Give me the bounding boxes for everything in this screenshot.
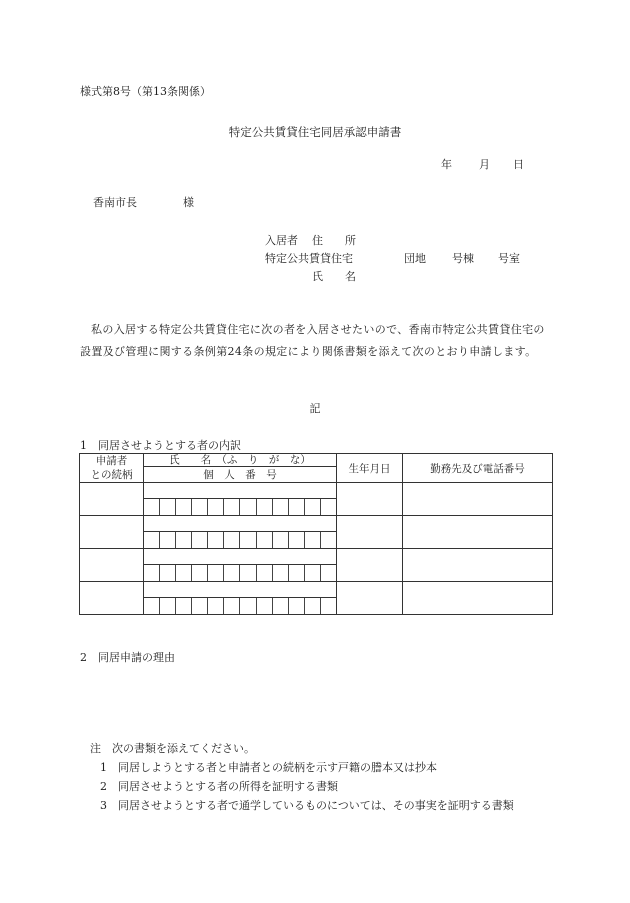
individual-number-header: 個 人 番 号 — [144, 467, 337, 483]
number-digit-box[interactable] — [208, 532, 224, 548]
section1-heading: 1 同居させようとする者の内訳 — [80, 439, 241, 452]
number-digit-box[interactable] — [224, 499, 240, 515]
number-digit-box[interactable] — [160, 598, 176, 614]
goushitsu-label: 号室 — [498, 252, 520, 265]
relation-header — [80, 454, 144, 483]
number-digit-box[interactable] — [208, 598, 224, 614]
number-digit-box[interactable] — [273, 598, 289, 614]
individual-number-cell — [144, 499, 337, 516]
number-digit-box[interactable] — [289, 598, 305, 614]
number-digit-box[interactable] — [289, 499, 305, 515]
number-digit-box[interactable] — [224, 565, 240, 581]
number-digit-box[interactable] — [192, 598, 208, 614]
number-digit-box[interactable] — [176, 532, 192, 548]
individual-number-cell — [144, 532, 337, 549]
number-digit-box[interactable] — [273, 499, 289, 515]
table-row — [80, 483, 553, 499]
birthdate-cell[interactable] — [337, 582, 403, 615]
applicant-label: 入居者 — [265, 234, 298, 247]
workplace-phone-cell[interactable] — [403, 582, 553, 615]
number-digit-box[interactable] — [273, 532, 289, 548]
document-title: 特定公共賃貸住宅同居承認申請書 — [228, 125, 402, 139]
birthdate-cell[interactable] — [337, 483, 403, 516]
number-digit-box[interactable] — [144, 598, 160, 614]
cohabitant-table — [79, 453, 553, 615]
number-digit-box[interactable] — [305, 565, 321, 581]
table-row — [80, 549, 553, 565]
number-digit-box[interactable] — [144, 565, 160, 581]
number-digit-box[interactable] — [208, 499, 224, 515]
relation-header-line1: 申請者 — [95, 455, 128, 467]
danchi-label: 団地 — [404, 252, 426, 265]
ki-marker: 記 — [309, 402, 321, 415]
number-digit-box[interactable] — [176, 565, 192, 581]
notes-heading: 注 次の書類を添えてください。 — [90, 742, 255, 755]
number-digit-box[interactable] — [257, 532, 273, 548]
individual-number-cell — [144, 598, 337, 615]
form-number: 様式第8号（第13条関係） — [80, 85, 211, 98]
name-furigana-cell[interactable] — [144, 483, 337, 499]
number-digit-box[interactable] — [176, 598, 192, 614]
number-digit-box[interactable] — [192, 565, 208, 581]
number-digit-box[interactable] — [305, 598, 321, 614]
number-digit-box[interactable] — [192, 499, 208, 515]
number-digit-box[interactable] — [257, 598, 273, 614]
number-digit-box[interactable] — [289, 565, 305, 581]
number-digit-box[interactable] — [305, 532, 321, 548]
number-digit-box[interactable] — [240, 499, 256, 515]
number-digit-box[interactable] — [160, 532, 176, 548]
workplace-phone-cell[interactable] — [403, 483, 553, 516]
birthdate-cell[interactable] — [337, 516, 403, 549]
addressee-name: 香南市長 — [93, 196, 137, 209]
name-label: 氏 名 — [312, 270, 356, 283]
note-item: 2 同居させようとする者の所得を証明する書類 — [100, 780, 338, 793]
number-digit-box[interactable] — [160, 499, 176, 515]
number-digit-box[interactable] — [160, 565, 176, 581]
workplace-phone-cell[interactable] — [403, 549, 553, 582]
number-digit-box[interactable] — [321, 565, 336, 581]
number-digit-box[interactable] — [321, 598, 336, 614]
relation-cell[interactable] — [80, 483, 144, 516]
housing-label: 特定公共賃貸住宅 — [265, 252, 353, 265]
relation-cell[interactable] — [80, 516, 144, 549]
name-header: 氏 名 （ふ り が な） — [144, 454, 337, 467]
number-digit-box[interactable] — [321, 499, 336, 515]
date-month-label: 月 — [479, 158, 490, 171]
relation-cell[interactable] — [80, 549, 144, 582]
number-digit-box[interactable] — [224, 598, 240, 614]
date-year-label: 年 — [441, 158, 452, 171]
addressee-honorific: 様 — [183, 196, 194, 209]
number-digit-box[interactable] — [144, 499, 160, 515]
relation-cell[interactable] — [80, 582, 144, 615]
section2-heading: 2 同居申請の理由 — [80, 651, 175, 664]
name-furigana-cell[interactable] — [144, 582, 337, 598]
number-digit-box[interactable] — [144, 532, 160, 548]
number-digit-box[interactable] — [273, 565, 289, 581]
name-furigana-cell[interactable] — [144, 549, 337, 565]
individual-number-cell — [144, 565, 337, 582]
number-digit-box[interactable] — [176, 499, 192, 515]
date-day-label: 日 — [513, 158, 524, 171]
relation-header-line2: との続柄 — [90, 469, 133, 481]
number-digit-box[interactable] — [240, 565, 256, 581]
application-paragraph: 私の入居する特定公共賃貸住宅に次の者を入居させたいので、香南市特定公共賃貸住宅の設置及び管理に関する条例第24条の規定により関係書類を添えて次のとおり申請します。 — [80, 323, 545, 358]
note-item: 3 同居させようとする者で通学しているものについては、その事実を証明する書類 — [100, 799, 514, 812]
workplace-phone-cell[interactable] — [403, 516, 553, 549]
table-row — [80, 582, 553, 598]
name-furigana-cell[interactable] — [144, 516, 337, 532]
number-digit-box[interactable] — [321, 532, 336, 548]
number-digit-box[interactable] — [257, 565, 273, 581]
table-row — [80, 516, 553, 532]
number-digit-box[interactable] — [289, 532, 305, 548]
number-digit-box[interactable] — [240, 598, 256, 614]
workplace-phone-header: 勤務先及び電話番号 — [403, 454, 553, 483]
number-digit-box[interactable] — [240, 532, 256, 548]
birthdate-cell[interactable] — [337, 549, 403, 582]
address-label: 住 所 — [312, 234, 356, 247]
number-digit-box[interactable] — [257, 499, 273, 515]
gotou-label: 号棟 — [452, 252, 474, 265]
number-digit-box[interactable] — [224, 532, 240, 548]
note-item: 1 同居しようとする者と申請者との続柄を示す戸籍の謄本又は抄本 — [100, 761, 437, 774]
number-digit-box[interactable] — [192, 532, 208, 548]
number-digit-box[interactable] — [208, 565, 224, 581]
birthdate-header: 生年月日 — [337, 454, 403, 483]
number-digit-box[interactable] — [305, 499, 321, 515]
